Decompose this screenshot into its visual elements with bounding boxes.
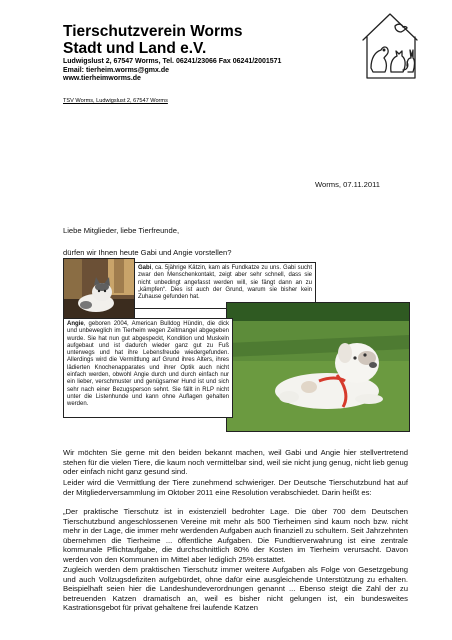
dog-photo-image	[227, 303, 409, 431]
animals-house-logo-icon	[357, 6, 423, 84]
organization-address: Ludwigslust 2, 67547 Worms, Tel. 06241/23066 Fax 06241/2001571	[63, 58, 282, 65]
paragraph-text: „Der praktische Tierschutz ist in existenziell bedrohter Lage. Die über 700 dem Deutschen Tierschutzbund angeschlossenen Vereine mit mehr als 500 Tierheimen sind kaum noch bzw. nicht mehr in der Lage, die immer mehr werdenden Aufgaben auch finanziell zu schultern. Seit Jahrzehnten übernehmen die Tierheime ... öffentliche Aufgaben. Die Fundtierverwahrung ist eine zentrale kommunale Pflichtaufgabe, die durchschnittlich 80% der Kosten im Tierheim verursacht. Davon werden von den Kommunen im Mittel aber lediglich 25% erstattet.	[63, 507, 408, 564]
organization-name-line2: Stadt und Land e.V.	[63, 40, 207, 57]
gabi-text: , ca. 5jährige Kätzin, kam als Fundkatze zu uns. Gabi sucht zwar den Menschenkontakt, zeigt aber sehr schnell, dass sie nicht unbedingt angefasst werden will, sie fängt dann an zu „kämpfen“. Dies ist auch der Grund, warum sie bisher kein Zuhause gefunden hat.	[138, 265, 312, 301]
sender-return-line: TSV Worms, Ludwigslust 2, 67547 Worms	[63, 98, 168, 104]
angie-text: , geboren 2004, American Bulldog Hündin, die dick und unbeweglich im Tierheim wegen Zeitmangel abgegeben wurde. Sie hat nun gut abgespeckt, Kondition und Muskeln aufgebaut und ist dadurch wieder ganz gut zu Fuß unterwegs und hat ihre Lebensfreude wiedergefunden. Allerdings wird die Vermittlung auf Grund ihres Alters, ihres lädierten Knochenapparates und ihrer Optik auch nicht einfach werden, obwohl Angie durch und durch einfach nur ein lieber, verschmuster und genügsamer Hund ist und sich sehr nach einer Bezugsperson sehnt. Sie fällt in RLP nicht unter die Listenhunde und kann ohne Auflagen gehalten werden.	[67, 321, 229, 408]
dog-photo	[226, 302, 410, 432]
organization-name	[63, 23, 242, 57]
angie-description	[63, 318, 233, 418]
paragraph-resolution	[63, 478, 408, 497]
cat-photo-image	[64, 259, 134, 319]
salutation: Liebe Mitglieder, liebe Tierfreunde,	[63, 226, 180, 235]
paragraph-quote-1	[63, 507, 408, 565]
organization-name-line1: Tierschutzverein Worms	[63, 23, 243, 40]
paragraph-text: Wir möchten Sie gerne mit den beiden bekannt machen, weil Gabi und Angie hier stellvertretend stehen für die vielen Tiere, die kaum noch vermittelbar sind, weil sie nicht jung genug, nicht lieb genug oder einfach nicht ganz gesund sind.	[63, 448, 408, 477]
paragraph-intro	[63, 448, 408, 477]
letter-date: Worms, 07.11.2011	[315, 180, 381, 189]
gabi-name: Gabi	[138, 265, 152, 271]
angie-name: Angie	[67, 321, 84, 327]
paragraph-text: Zugleich werden dem praktischen Tierschutz immer weitere Aufgaben als Folge von Gesetzgebung und auch Vollzugsdefiziten aufgebürdet, ohne dafür eine ausgleichende Unterstützung zu erhalten. Beispielhaft seien hier die Landeshundeverordnungen genannt ... Ebenso steigt die Zahl der zu betreuenden Katzen dramatisch an, weil es bisher nicht gelungen ist, ein bundesweites Kastrationsgebot für privat gehaltene frei laufende Katzen	[63, 565, 408, 613]
cat-photo	[63, 258, 135, 320]
paragraph-quote-2	[63, 565, 408, 613]
intro-question: dürfen wir Ihnen heute Gabi und Angie vorstellen?	[63, 248, 232, 257]
organization-website: www.tierheimworms.de	[63, 75, 141, 83]
paragraph-text: Leider wird die Vermittlung der Tiere zunehmend schwieriger. Der Deutsche Tierschutzbund hat auf der Mitgliederversammlung im Oktober 2011 eine Resolution verabschiedet. Darin heißt es:	[63, 478, 408, 497]
organization-email: Email: tierheim.worms@gmx.de	[63, 66, 170, 74]
organization-contact	[63, 58, 281, 84]
